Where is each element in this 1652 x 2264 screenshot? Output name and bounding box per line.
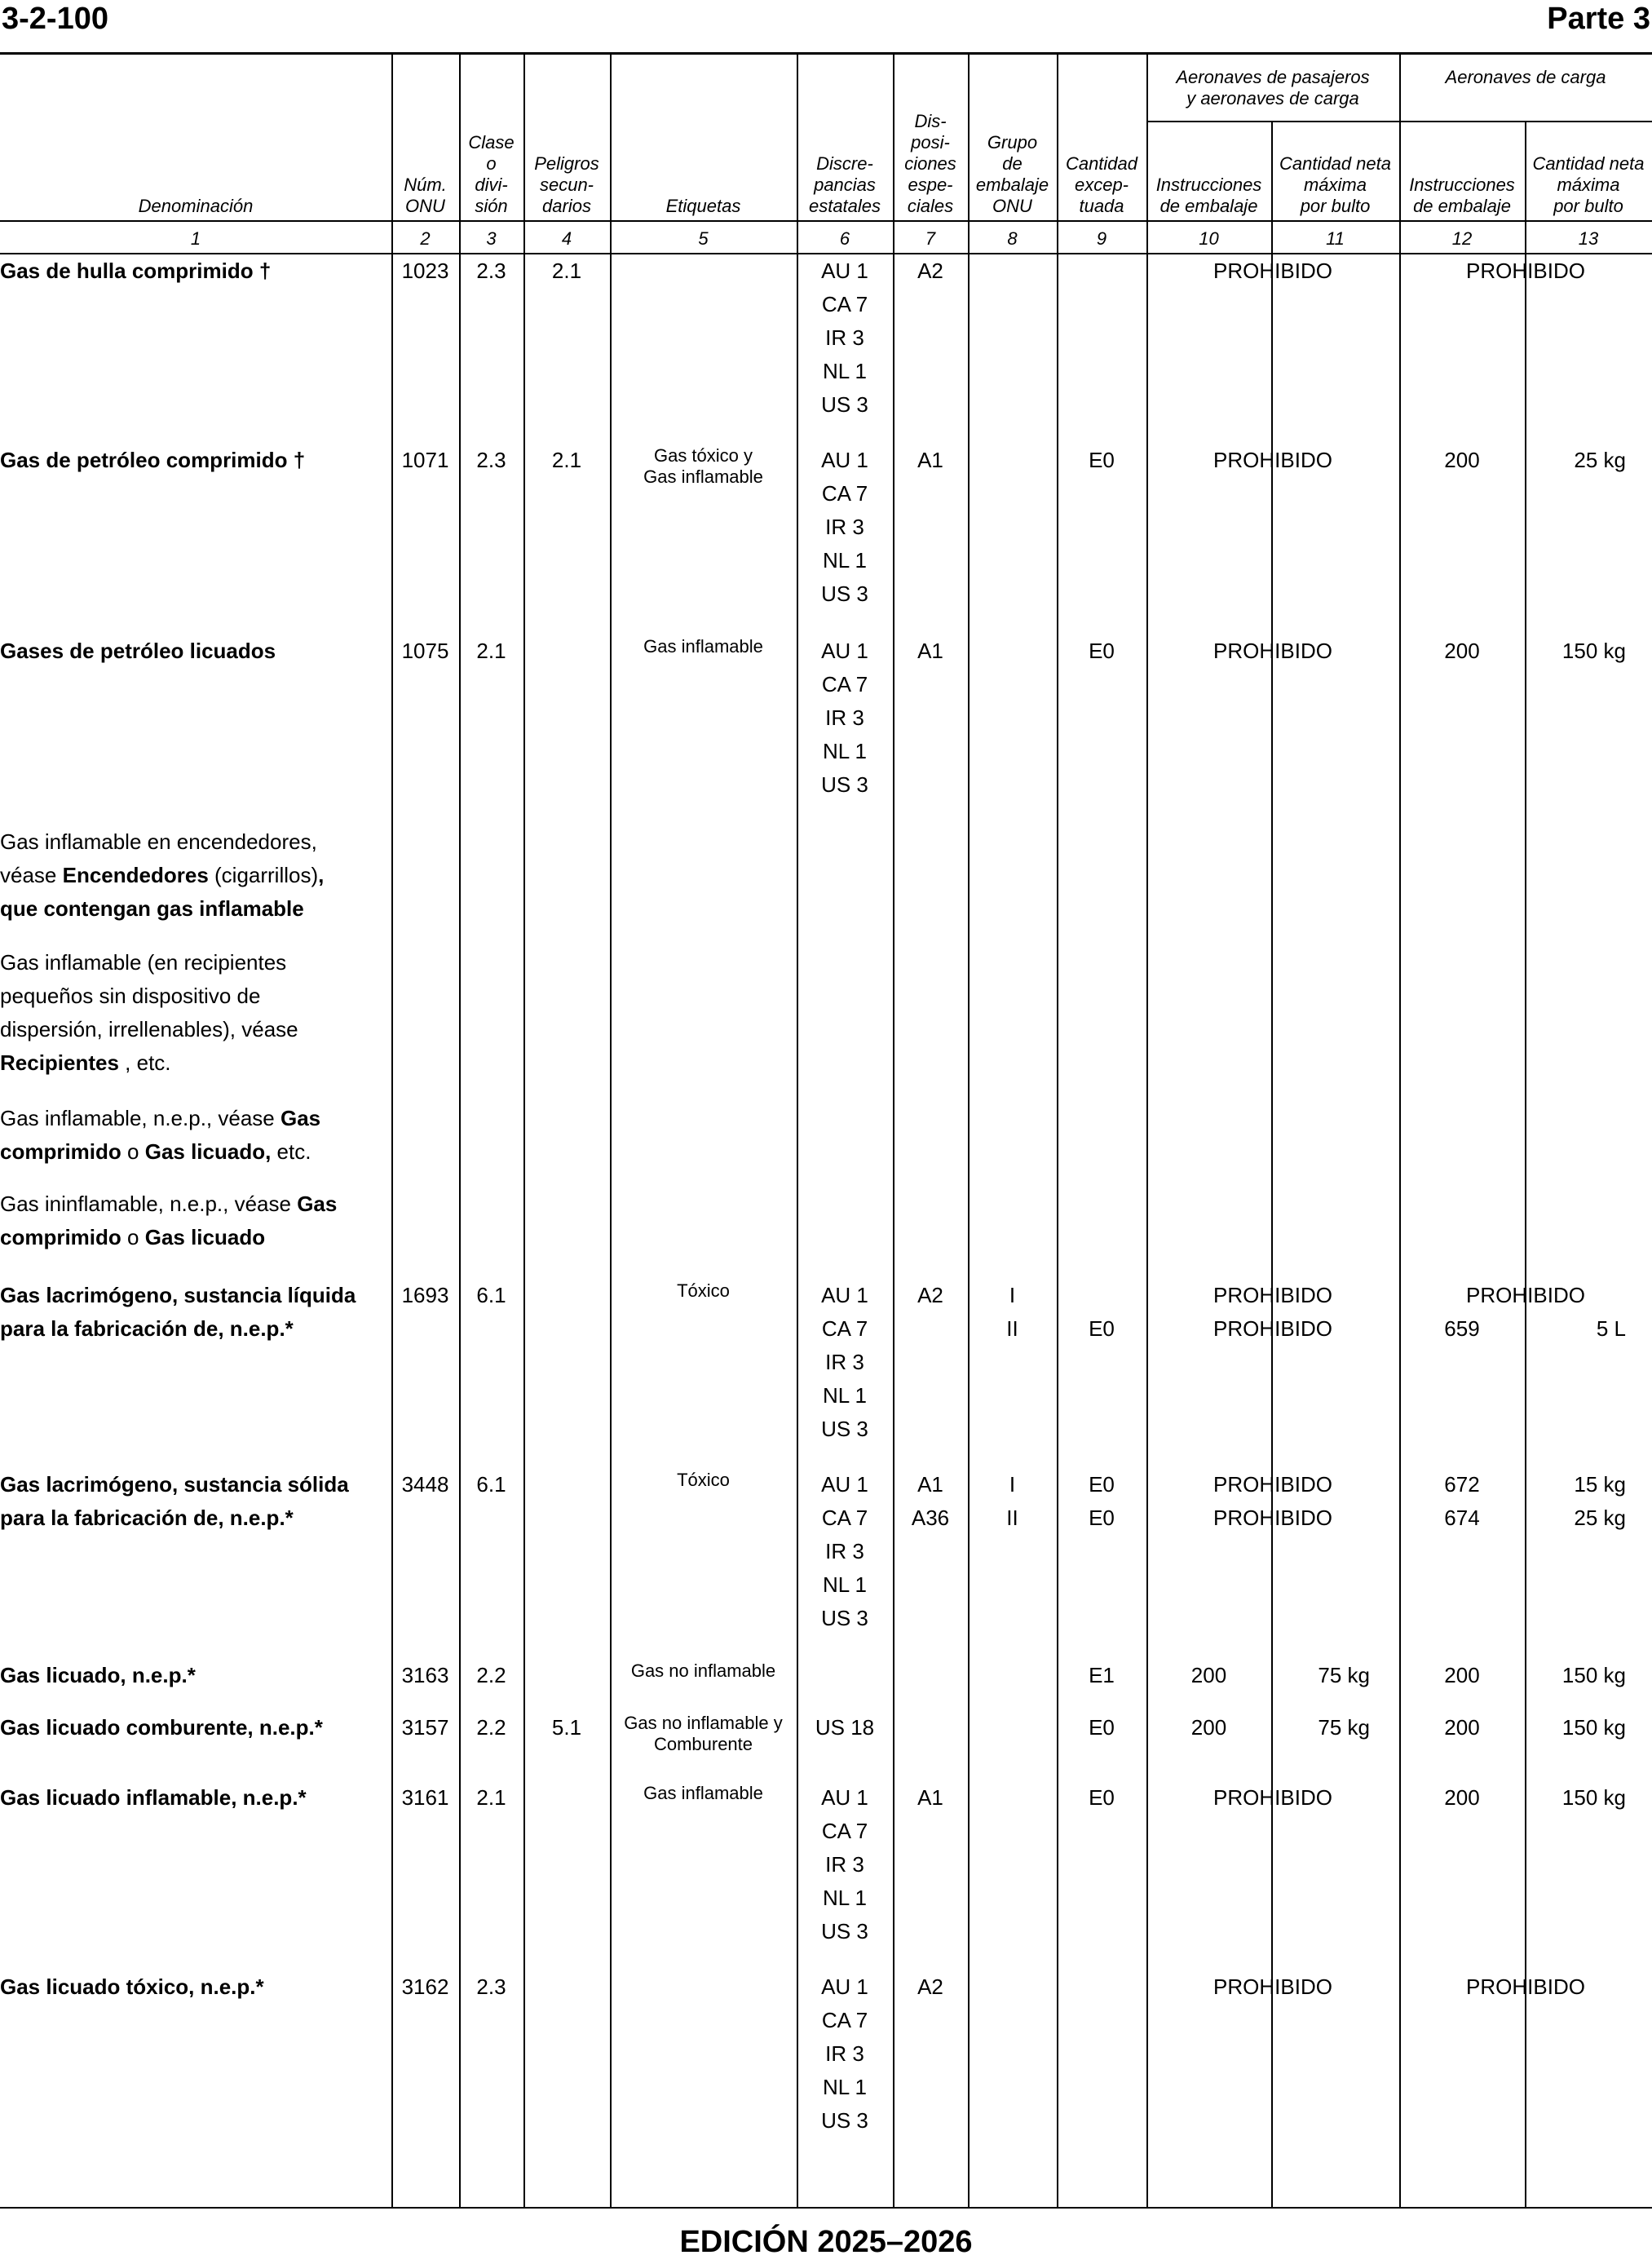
special-provisions: A1 bbox=[917, 639, 943, 663]
reference-target: , que contengan gas inflamable bbox=[0, 863, 325, 921]
cargo-max-net-qty: 150 kg bbox=[1561, 1663, 1626, 1687]
special-provisions: A2 bbox=[917, 259, 943, 283]
column-header-10 bbox=[1146, 82, 1271, 217]
edition-footer: EDICIÓN 2025–2026 bbox=[679, 2225, 973, 2259]
subsidiary-hazard: 2.1 bbox=[551, 259, 582, 283]
column-header-7 bbox=[893, 82, 968, 217]
packing-group: I II bbox=[1006, 1283, 1018, 1341]
column-header-label: Cantidad excep- tuada bbox=[1065, 153, 1138, 216]
pax-prohibited: PROHIBIDO bbox=[1213, 1974, 1332, 1999]
column-header-9 bbox=[1057, 82, 1146, 217]
entry-row-name: Gases de petróleo licuados bbox=[0, 639, 276, 663]
entry-row-name: Gas licuado comburente, n.e.p.* bbox=[0, 1715, 323, 1740]
column-divider bbox=[1525, 121, 1526, 2207]
entry-row-name: Gas lacrimógeno, sustancia líquida para la fabricación de, n.e.p.* bbox=[0, 1283, 356, 1341]
column-divider bbox=[391, 54, 393, 2207]
special-provisions: A2 bbox=[917, 1974, 943, 1999]
excepted-quantity: E1 bbox=[1089, 1663, 1115, 1687]
class-division: 6.1 bbox=[476, 1283, 506, 1307]
column-divider bbox=[968, 54, 970, 2207]
column-header-11 bbox=[1271, 82, 1399, 217]
reference-target: Gas comprimido bbox=[0, 1192, 338, 1249]
pax-max-net-qty: 75 kg bbox=[1318, 1663, 1370, 1687]
column-header-8 bbox=[968, 82, 1057, 217]
cargo-max-net-qty: 5 L bbox=[1596, 1316, 1626, 1341]
entry-row-name: Gas lacrimógeno, sustancia sólida para la fabricación de, n.e.p.* bbox=[0, 1472, 349, 1530]
column-header-label: Etiquetas bbox=[665, 196, 741, 216]
column-header-label: Núm. ONU bbox=[404, 175, 447, 216]
reference-text: etc. bbox=[271, 1139, 311, 1164]
cargo-prohibited: PROHIBIDO bbox=[1466, 259, 1585, 283]
column-number-9: 9 bbox=[1096, 228, 1107, 249]
cargo-max-net-qty: 15 kg 25 kg bbox=[1574, 1472, 1626, 1530]
section-code: 3-2-100 bbox=[2, 2, 108, 36]
cargo-packing-instruction: 200 bbox=[1444, 448, 1480, 472]
state-variations: AU 1 CA 7 IR 3 NL 1 US 3 bbox=[821, 1472, 868, 1630]
column-header-label: Cantidad neta máxima por bulto bbox=[1532, 153, 1645, 216]
state-variations: AU 1 CA 7 IR 3 NL 1 US 3 bbox=[821, 259, 868, 417]
cargo-packing-instruction: 672 674 bbox=[1444, 1472, 1480, 1530]
column-number-12: 12 bbox=[1451, 228, 1473, 249]
cargo-aircraft-group-header: Aeronaves de carga bbox=[1445, 67, 1606, 87]
class-division: 2.3 bbox=[476, 259, 506, 283]
reference-text: o bbox=[121, 1225, 145, 1249]
un-number: 1071 bbox=[401, 448, 449, 472]
page-header bbox=[0, 0, 1652, 52]
cargo-packing-instruction: 200 bbox=[1444, 1663, 1480, 1687]
column-header-5 bbox=[610, 82, 797, 217]
column-number-1: 1 bbox=[190, 228, 201, 249]
pax-prohibited: PROHIBIDO bbox=[1213, 448, 1332, 472]
pax-max-net-qty: 75 kg bbox=[1318, 1715, 1370, 1740]
hazard-labels: Gas no inflamable y Comburente bbox=[624, 1713, 783, 1754]
column-header-label: Dis- posi- ciones espe- ciales bbox=[904, 111, 956, 216]
reference-target: Gas licuado bbox=[144, 1225, 266, 1249]
excepted-quantity: E0 bbox=[1089, 1715, 1115, 1740]
class-division: 2.1 bbox=[476, 639, 506, 663]
column-divider bbox=[893, 54, 894, 2207]
cross-reference-entry bbox=[0, 946, 386, 1080]
reference-text: o bbox=[121, 1139, 145, 1164]
column-number-2: 2 bbox=[420, 228, 431, 249]
state-variations: US 18 bbox=[815, 1715, 875, 1740]
column-header-2 bbox=[391, 82, 459, 217]
un-number: 3163 bbox=[401, 1663, 449, 1687]
column-divider bbox=[1271, 121, 1273, 2207]
state-variations: AU 1 CA 7 IR 3 NL 1 US 3 bbox=[821, 639, 868, 797]
reference-text: Gas inflamable (en recipientes pequeños sin dispositivo de dispersión, irrellenables), véase bbox=[0, 950, 298, 1041]
reference-target: Gas comprimido bbox=[0, 1106, 321, 1164]
cross-reference-entry bbox=[0, 825, 386, 926]
column-header-3 bbox=[459, 82, 523, 217]
column-header-label: Grupo de embalaje ONU bbox=[975, 132, 1049, 216]
state-variations: AU 1 CA 7 IR 3 NL 1 US 3 bbox=[821, 448, 868, 606]
column-number-4: 4 bbox=[561, 228, 572, 249]
class-division: 2.2 bbox=[476, 1663, 506, 1687]
cargo-prohibited: PROHIBIDO bbox=[1466, 1283, 1585, 1307]
column-divider bbox=[1146, 54, 1148, 2207]
reference-text: Gas inflamable en encendedores, véase bbox=[0, 829, 317, 887]
column-header-12 bbox=[1399, 82, 1525, 217]
excepted-quantity: E0 bbox=[1089, 1316, 1115, 1341]
column-header-1 bbox=[0, 82, 391, 217]
class-division: 2.2 bbox=[476, 1715, 506, 1740]
entry-row-name: Gas de petróleo comprimido † bbox=[0, 448, 306, 472]
entry-row-name: Gas de hulla comprimido † bbox=[0, 259, 272, 283]
pax-prohibited: PROHIBIDO bbox=[1213, 1785, 1332, 1810]
hazard-labels: Gas inflamable bbox=[643, 636, 763, 657]
un-number: 3161 bbox=[401, 1785, 449, 1810]
cargo-packing-instruction: 200 bbox=[1444, 1715, 1480, 1740]
excepted-quantity: E0 bbox=[1089, 639, 1115, 663]
special-provisions: A2 bbox=[917, 1283, 943, 1307]
reference-text: (cigarrillos) bbox=[208, 863, 319, 887]
column-number-3: 3 bbox=[486, 228, 497, 249]
un-number: 1023 bbox=[401, 259, 449, 283]
column-number-10: 10 bbox=[1199, 228, 1219, 249]
column-divider bbox=[1399, 54, 1401, 2207]
pax-packing-instruction: 200 bbox=[1190, 1663, 1227, 1687]
column-header-label: Instrucciones de embalaje bbox=[1409, 175, 1515, 216]
column-number-8: 8 bbox=[1007, 228, 1018, 249]
special-provisions: A1 bbox=[917, 448, 943, 472]
excepted-quantity: E0 E0 bbox=[1089, 1472, 1115, 1530]
passenger-aircraft-group-header: Aeronaves de pasajeros y aeronaves de carga bbox=[1176, 67, 1370, 108]
class-division: 2.1 bbox=[476, 1785, 506, 1810]
reference-text: , etc. bbox=[118, 1050, 171, 1075]
entry-row-name: Gas licuado tóxico, n.e.p.* bbox=[0, 1974, 264, 1999]
pax-prohibited: PROHIBIDO PROHIBIDO bbox=[1213, 1283, 1332, 1341]
reference-target: Gas licuado, bbox=[144, 1139, 272, 1164]
excepted-quantity: E0 bbox=[1089, 448, 1115, 472]
un-number: 1075 bbox=[401, 639, 449, 663]
reference-text: Gas inflamable, n.e.p., véase bbox=[0, 1106, 280, 1130]
reference-target: Encendedores bbox=[62, 863, 209, 887]
un-number: 1693 bbox=[401, 1283, 449, 1307]
column-header-label: Instrucciones de embalaje bbox=[1155, 175, 1262, 216]
pax-packing-instruction: 200 bbox=[1190, 1715, 1227, 1740]
un-number: 3162 bbox=[401, 1974, 449, 1999]
packing-group: I II bbox=[1006, 1472, 1018, 1530]
cargo-packing-instruction: 659 bbox=[1444, 1316, 1480, 1341]
column-header-label: Denominación bbox=[138, 196, 254, 216]
header-rule bbox=[0, 220, 1652, 222]
cross-reference-entry bbox=[0, 1102, 386, 1169]
subsidiary-hazard: 2.1 bbox=[551, 448, 582, 472]
column-number-11: 11 bbox=[1326, 228, 1345, 249]
cargo-packing-instruction: 200 bbox=[1444, 639, 1480, 663]
un-number: 3157 bbox=[401, 1715, 449, 1740]
column-header-label: Clase o divi- sión bbox=[468, 132, 515, 216]
column-number-13: 13 bbox=[1578, 228, 1599, 249]
state-variations: AU 1 CA 7 IR 3 NL 1 US 3 bbox=[821, 1283, 868, 1441]
cargo-prohibited: PROHIBIDO bbox=[1466, 1974, 1585, 1999]
reference-text: Gas ininflamable, n.e.p., véase bbox=[0, 1192, 298, 1216]
class-division: 2.3 bbox=[476, 1974, 506, 1999]
column-header-13 bbox=[1525, 82, 1652, 217]
state-variations: AU 1 CA 7 IR 3 NL 1 US 3 bbox=[821, 1785, 868, 1943]
reference-target: Recipientes bbox=[0, 1050, 119, 1075]
class-division: 6.1 bbox=[476, 1472, 506, 1497]
column-divider bbox=[1057, 54, 1058, 2207]
column-number-5: 5 bbox=[698, 228, 709, 249]
hazard-labels: Gas no inflamable bbox=[630, 1660, 776, 1681]
column-header-6 bbox=[797, 82, 893, 217]
column-number-6: 6 bbox=[839, 228, 850, 249]
column-divider bbox=[797, 54, 798, 2207]
pax-prohibited: PROHIBIDO PROHIBIDO bbox=[1213, 1472, 1332, 1530]
cargo-max-net-qty: 150 kg bbox=[1561, 1785, 1626, 1810]
column-header-label: Peligros secun- darios bbox=[534, 153, 599, 216]
un-number: 3448 bbox=[401, 1472, 449, 1497]
hazard-labels: Gas tóxico y Gas inflamable bbox=[643, 445, 763, 487]
class-division: 2.3 bbox=[476, 448, 506, 472]
part-label: Parte 3 bbox=[1547, 2, 1650, 36]
hazard-labels: Tóxico bbox=[677, 1470, 730, 1490]
entry-row-name: Gas licuado inflamable, n.e.p.* bbox=[0, 1785, 307, 1810]
excepted-quantity: E0 bbox=[1089, 1785, 1115, 1810]
column-header-4 bbox=[523, 82, 610, 217]
special-provisions: A1 bbox=[917, 1785, 943, 1810]
hazard-labels: Gas inflamable bbox=[643, 1783, 763, 1803]
hazard-labels: Tóxico bbox=[677, 1280, 730, 1301]
special-provisions: A1 A36 bbox=[911, 1472, 950, 1530]
top-rule bbox=[0, 52, 1652, 55]
entry-row-name: Gas licuado, n.e.p.* bbox=[0, 1663, 196, 1687]
column-divider bbox=[523, 54, 525, 2207]
column-number-7: 7 bbox=[925, 228, 936, 249]
cargo-max-net-qty: 150 kg bbox=[1561, 1715, 1626, 1740]
state-variations: AU 1 CA 7 IR 3 NL 1 US 3 bbox=[821, 1974, 868, 2133]
cargo-max-net-qty: 25 kg bbox=[1574, 448, 1626, 472]
column-header-label: Discre- pancias estatales bbox=[808, 153, 881, 216]
column-divider bbox=[610, 54, 612, 2207]
cross-reference-entry bbox=[0, 1187, 386, 1254]
pax-prohibited: PROHIBIDO bbox=[1213, 639, 1332, 663]
pax-prohibited: PROHIBIDO bbox=[1213, 259, 1332, 283]
column-header-label: Cantidad neta máxima por bulto bbox=[1279, 153, 1391, 216]
cargo-max-net-qty: 150 kg bbox=[1561, 639, 1626, 663]
bottom-rule bbox=[0, 2207, 1652, 2209]
cargo-packing-instruction: 200 bbox=[1444, 1785, 1480, 1810]
column-divider bbox=[459, 54, 461, 2207]
subsidiary-hazard: 5.1 bbox=[551, 1715, 582, 1740]
